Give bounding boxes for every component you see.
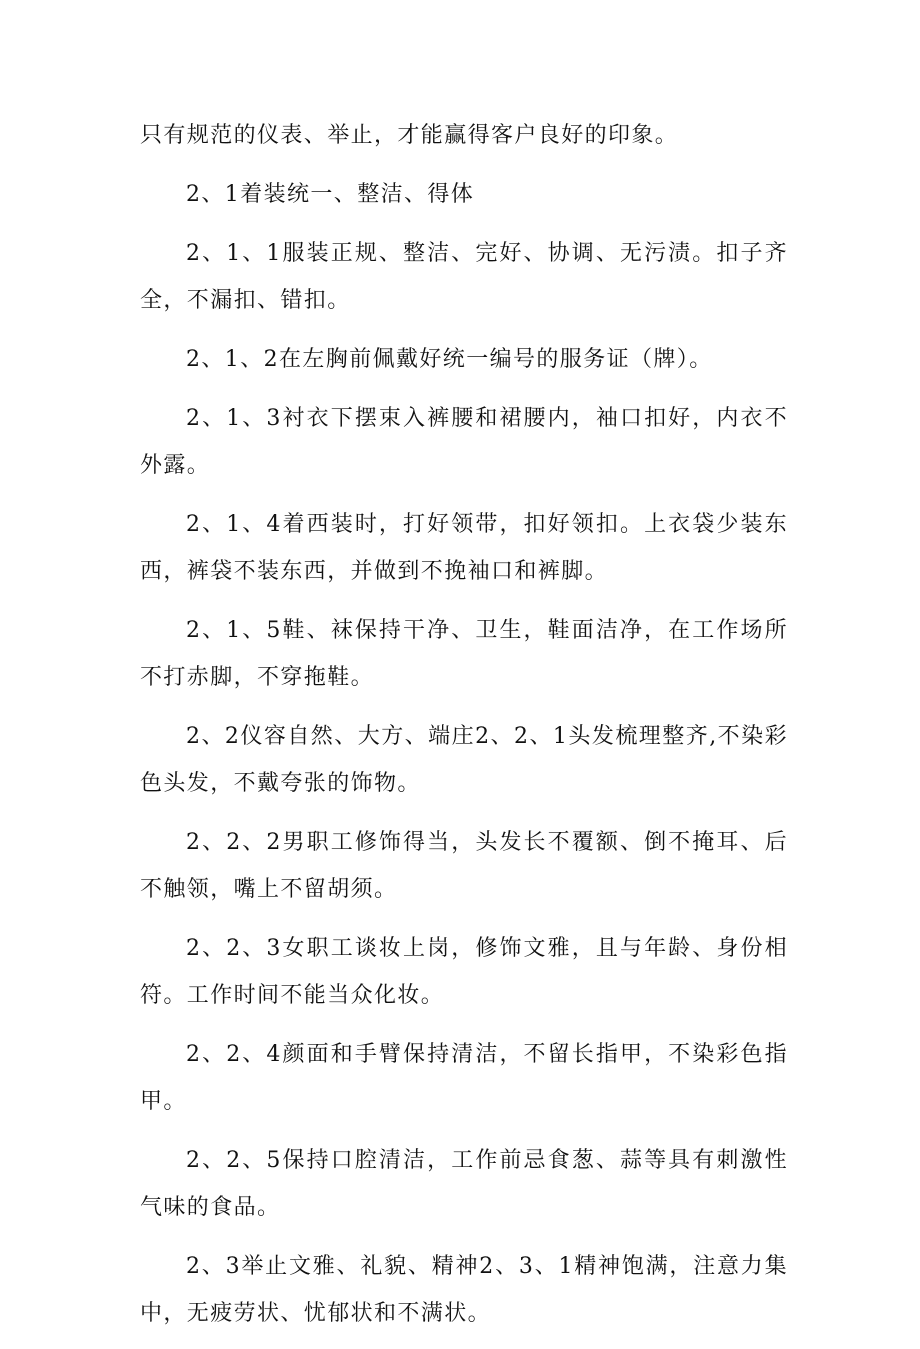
document-body: [140, 112, 788, 1349]
paragraph-2-1-4: 2、1、4着西装时，打好领带，扣好领扣。上衣袋少装东西，裤袋不装东西，并做到不挽袖口和裤脚。: [140, 512, 788, 584]
paragraph-2-3: 2、3举止文雅、礼貌、精神2、3、1精神饱满，注意力集中，无疲劳状、忧郁状和不满状。: [140, 1254, 788, 1326]
paragraph-2-2-2: 2、2、2男职工修饰得当，头发长不覆额、倒不掩耳、后不触领，嘴上不留胡须。: [140, 830, 788, 902]
paragraph-intro: 只有规范的仪表、举止，才能赢得客户良好的印象。: [140, 123, 679, 148]
paragraph-2-2: 2、2仪容自然、大方、端庄2、2、1头发梳理整齐,不染彩色头发，不戴夸张的饰物。: [140, 724, 788, 796]
paragraph-2-2-3: 2、2、3女职工谈妆上岗，修饰文雅，且与年龄、身份相符。工作时间不能当众化妆。: [140, 936, 788, 1008]
paragraph-2-1-5: 2、1、5鞋、袜保持干净、卫生，鞋面洁净，在工作场所不打赤脚，不穿拖鞋。: [140, 618, 788, 690]
paragraph-2-1-1: 2、1、1服装正规、整洁、完好、协调、无污渍。扣子齐全，不漏扣、错扣。: [140, 241, 788, 313]
paragraph-2-2-5: 2、2、5保持口腔清洁，工作前忌食葱、蒜等具有刺激性气味的食品。: [140, 1148, 788, 1220]
paragraph-2-1-3: 2、1、3衬衣下摆束入裤腰和裙腰内，袖口扣好，内衣不外露。: [140, 406, 788, 478]
paragraph-2-1-2: 2、1、2在左胸前佩戴好统一编号的服务证（牌）。: [186, 347, 713, 372]
heading-2-1: 2、1着装统一、整洁、得体: [186, 182, 475, 207]
paragraph-2-2-4: 2、2、4颜面和手臂保持清洁，不留长指甲，不染彩色指甲。: [140, 1042, 788, 1114]
